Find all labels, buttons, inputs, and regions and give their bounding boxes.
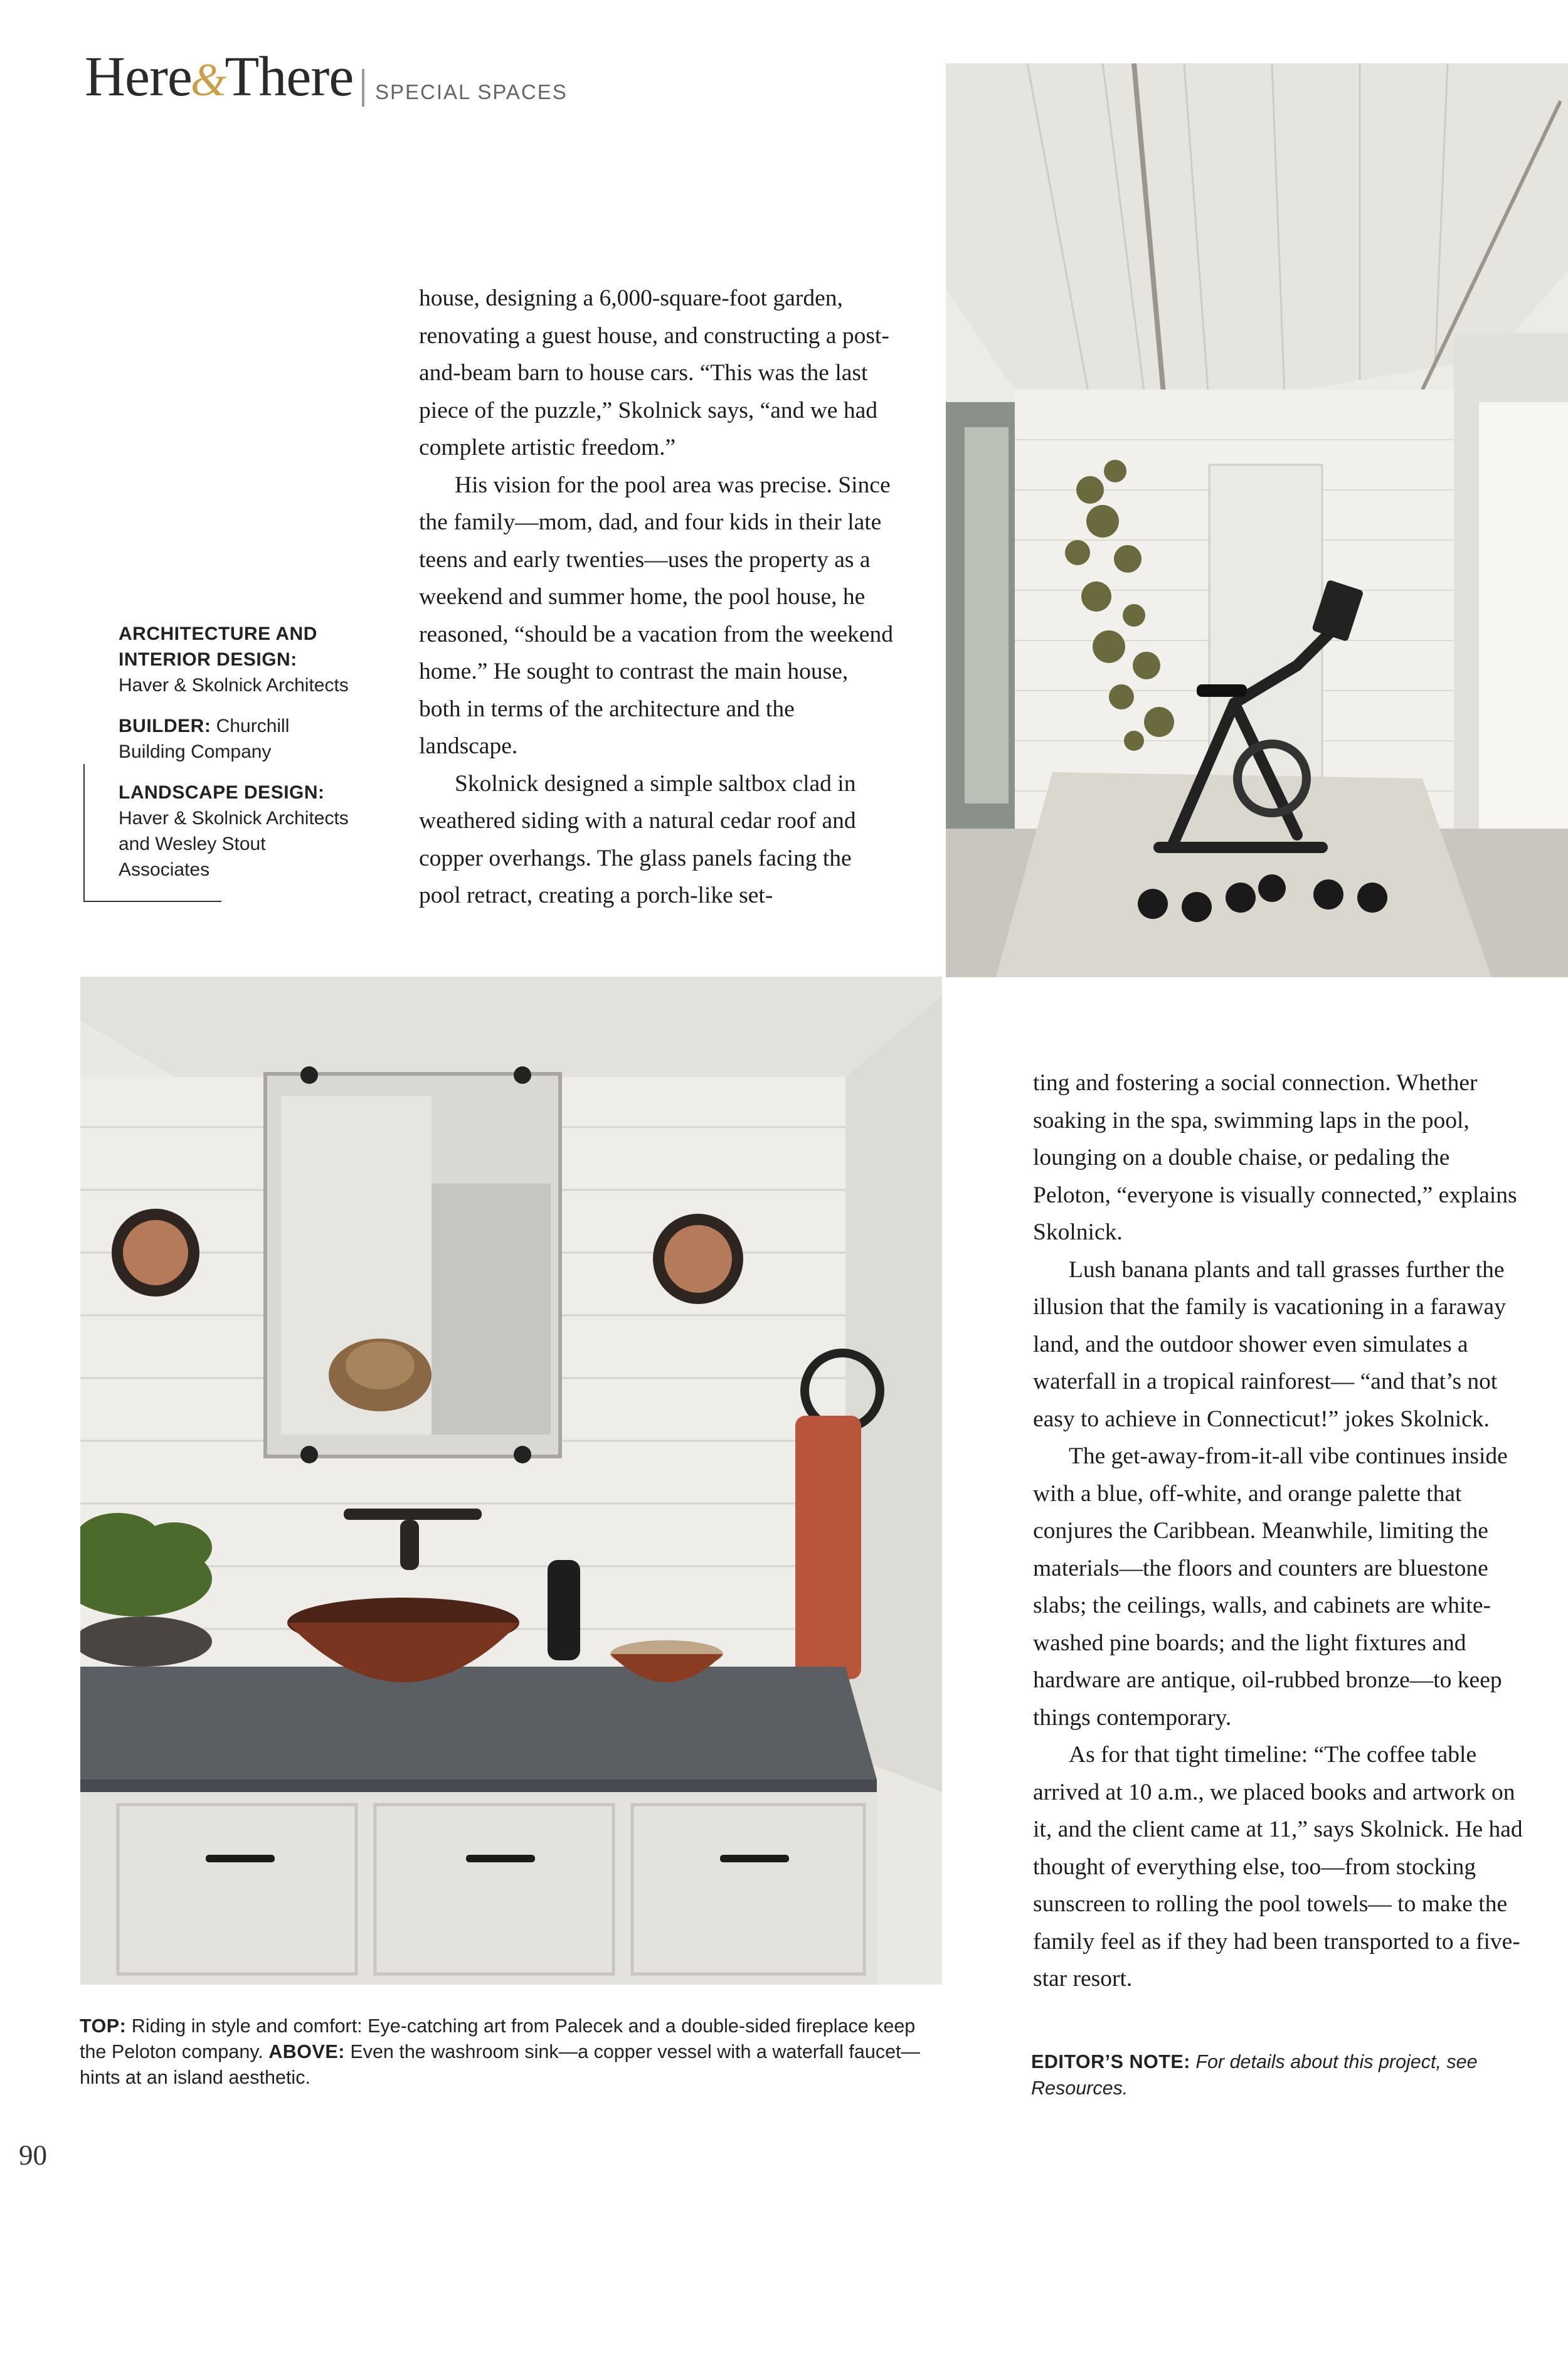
washroom-sink-photo (80, 977, 942, 1985)
paragraph: As for that tight timeline: “The coffee table arrived at 10 a.m., we placed books and artwork on it, and the client came at 11,” says Skolnick. He had thought of everything else, too—from stocking sunscreen to rolling the pool towels— to make the family feel as if they had been transported to a five-star resort. (1033, 1742, 1523, 1992)
paragraph: The get-away-from-it-all vibe continues inside with a blue, off-white, and orange palette that conjures the Caribbean. Meanwhile, limiting the materials—the floors and counters are bluestone slabs; the ceilings, walls, and cabinets are white-washed pine boards; and the light fixtures and hardware are antique, oil-rubbed bronze—to keep things contemporary. (1033, 1443, 1508, 1731)
credit-value: Churchill Building Company (119, 716, 290, 762)
masthead-ampersand: & (190, 55, 226, 106)
section-label: SPECIAL SPACES (375, 80, 568, 103)
paragraph: Lush banana plants and tall grasses further the illusion that the family is vacationing in a faraway land, and the outdoor shower even simulates a waterfall in a tropical rainforest— “and that’s not easy to achieve in Connecticut!” jokes Skolnick. (1033, 1256, 1506, 1432)
caption-top-label: TOP: (80, 2015, 127, 2037)
credits-rule-vertical (83, 764, 85, 901)
credit-builder (119, 713, 351, 765)
masthead-there: There (225, 46, 354, 108)
masthead-here: Here (85, 46, 192, 108)
peloton-room-photo (946, 63, 1568, 977)
credit-architecture (119, 621, 351, 698)
editors-note-text: For details about this project, see Resources. (1031, 2051, 1478, 2099)
article-column-1 (419, 280, 896, 915)
caption-top-text: Riding in style and comfort: Eye-catching art from Palecek and a double-sided fireplace keep the Peloton company. (80, 2015, 916, 2062)
editors-note (1031, 2049, 1533, 2101)
caption-above-text: Even the washroom sink—a copper vessel with a waterfall faucet—hints at an island aesthetic. (80, 2041, 921, 2088)
paragraph: His vision for the pool area was precise. Since the family—mom, dad, and four kids in their late teens and early twenties—uses the property as a weekend and summer home, the pool house, he reasoned, “should be a vacation from the weekend home.” He sought to contrast the main house, both in terms of the architecture and the landscape. (419, 472, 893, 759)
masthead (85, 46, 354, 108)
credits-sidebar (119, 621, 351, 898)
article-column-2 (1033, 1064, 1528, 1998)
credit-label: BUILDER: (119, 716, 211, 736)
credit-label: ARCHITECTURE AND INTERIOR DESIGN: (119, 623, 317, 670)
credit-label: LANDSCAPE DESIGN: (119, 782, 325, 803)
credit-value: Haver & Skolnick Architects and Wesley Stout Associates (119, 808, 349, 880)
credits-rule-horizontal (83, 901, 221, 902)
credit-value: Haver & Skolnick Architects (119, 675, 349, 696)
credit-landscape (119, 780, 351, 883)
masthead-divider (362, 69, 364, 107)
paragraph: ting and fostering a social connection. Whether soaking in the spa, swimming laps in the pool, lounging on a double chaise, or pedaling the Peloton, “everyone is visually connected,” explains Skolnick. (1033, 1070, 1517, 1245)
paragraph: Skolnick designed a simple saltbox clad in weathered siding with a natural cedar roof and copper overhangs. The glass panels facing the pool retract, creating a porch-like set- (419, 770, 856, 908)
caption-above-label: ABOVE: (268, 2041, 345, 2062)
editors-note-label: EDITOR’S NOTE: (1031, 2051, 1190, 2072)
paragraph: house, designing a 6,000-square-foot garden, renovating a guest house, and constructing a post-and-beam barn to house cars. “This was the last piece of the puzzle,” Skolnick says, “and we had complete artistic freedom.” (419, 285, 889, 460)
photo-caption (80, 2013, 945, 2091)
page-number: 90 (19, 2140, 47, 2171)
